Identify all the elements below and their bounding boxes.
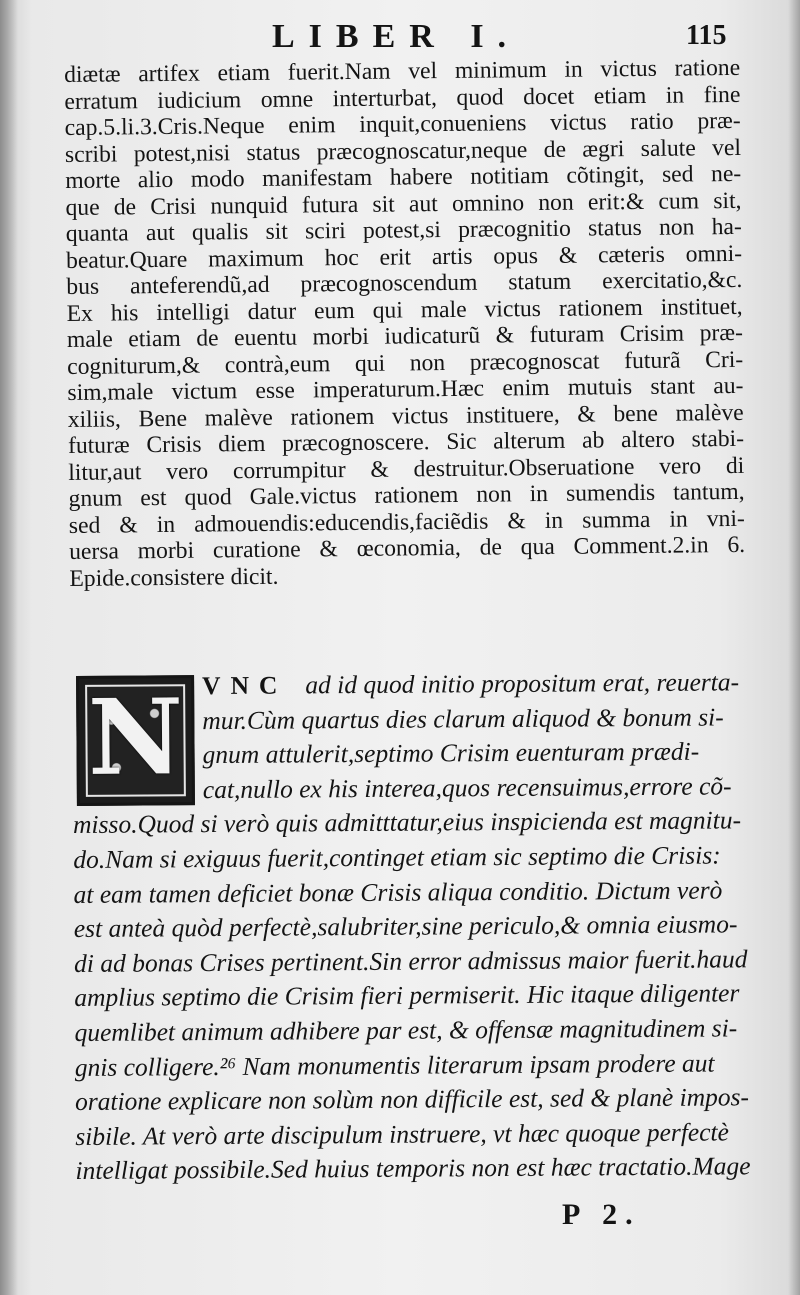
section-text-line: cat,nullo ex his interea,quos recensuimus,errore cõ- bbox=[202, 771, 732, 804]
section-text-line: sibile. At verò arte discipulum instruere, vt hæc quoque perfectè bbox=[75, 1117, 730, 1151]
text-line: que de Crisi nunquid futura sit aut omnino non erit:& cum sit, bbox=[65, 187, 742, 221]
section-text-line: mur.Cùm quartus dies clarum aliquod & bonum si- bbox=[202, 702, 724, 735]
text-line: scribi potest,nisi status præcognoscatur,neque de ægri salute vel bbox=[64, 134, 742, 168]
new-section bbox=[72, 665, 752, 1189]
text-line: bus anteferendũ,ad præcognoscendum statum exercitatio,&c. bbox=[66, 266, 743, 300]
text-line: futuræ Crisis diem præcognoscere. Sic alterum ab altero stabi- bbox=[67, 425, 745, 459]
section-text-line: intelligat possibile.Sed huius temporis non est hæc tractatio.Mage bbox=[75, 1151, 751, 1186]
text-line: Epide.consistere dicit. bbox=[69, 563, 279, 592]
page-gutter-shadow bbox=[0, 0, 18, 1295]
text-line: diætæ artifex etiam fuerit.Nam vel minimum in victus ratione bbox=[64, 54, 741, 88]
text-line: cap.5.li.3.Cris.Neque enim inquit,conueniens victus ratio præ- bbox=[64, 107, 741, 141]
body-paragraph bbox=[64, 55, 746, 592]
text-line: morte alio modo manifestam habere notitiam cõtingit, sed ne- bbox=[65, 160, 742, 194]
signature-mark: P 2. bbox=[562, 1198, 641, 1231]
text-line: uersa morbi curatione & œconomia, de qua Comment.2.in 6. bbox=[68, 531, 746, 565]
text-line: beatur.Quare maximum hoc erit artis opus & cæteris omni- bbox=[65, 240, 743, 274]
text-line: quanta aut qualis sit sciri potest,si præcognitio status non ha- bbox=[65, 213, 742, 247]
section-text-line: gnis colligere.²⁶ Nam monumentis literarum ipsam prodere aut bbox=[74, 1048, 715, 1082]
text-line: gnum est quod Gale.victus rationem non in sumendis tantum, bbox=[68, 478, 745, 512]
text-line: cogniturum,& contrà,eum qui non præcognoscat futurã Cri- bbox=[67, 346, 744, 380]
section-text-line: do.Nam si exiguus fuerit,continget etiam sic septimo die Crisis: bbox=[73, 840, 721, 874]
text-line: xiliis, Bene malève rationem victus instituere, & bene malève bbox=[67, 399, 744, 433]
page-edge-shadow bbox=[788, 0, 800, 1295]
decorated-initial-letter bbox=[76, 675, 195, 806]
page-number: 115 bbox=[686, 20, 727, 51]
section-text-line: quemlibet animum adhibere par est, & offensæ magnitudinem si- bbox=[74, 1013, 738, 1047]
text-line: sim,male victum esse imperaturum.Hæc enim mutuis stant au- bbox=[67, 372, 744, 406]
initial-letter-glyph: N bbox=[87, 675, 184, 799]
section-text-line: gnum attulerit,septimo Crisim euenturam prædi- bbox=[202, 736, 700, 770]
section-text-line: misso.Quod si verò quis admitttatur,eius inspicienda est magnitu- bbox=[72, 805, 742, 840]
section-text-line: amplius septimo die Crisim fieri permiserit. Hic itaque diligenter bbox=[74, 978, 740, 1013]
text-line: erratum iudicium omne interturbat, quod docet etiam in fine bbox=[64, 81, 741, 115]
text-line: litur,aut vero corrumpitur & destruitur.Obseruatione vero di bbox=[68, 452, 745, 486]
section-opening-caps: VNC bbox=[202, 670, 288, 701]
section-text-line: oratione explicare non solùm non difficile est, sed & planè impos- bbox=[74, 1082, 750, 1117]
section-text-line: est anteà quòd perfectè,salubriter,sine periculo,& omnia eiusmo- bbox=[73, 909, 738, 944]
running-title: LIBER I. bbox=[272, 18, 521, 55]
section-text-line-rest: ad id quod initio propositum erat, reuerta- bbox=[305, 667, 740, 700]
page-header bbox=[0, 14, 800, 58]
text-line: Ex his intelligi datur eum qui male victus rationem instituet, bbox=[66, 293, 743, 327]
section-text-line: di ad bonas Crises pertinent.Sin error admissus maior fuerit.haud bbox=[73, 944, 748, 978]
text-line: male etiam de euentu morbi iudicaturũ & futuram Crisim præ- bbox=[66, 319, 744, 353]
section-text-line: at eam tamen deficiet bonæ Crisis aliqua conditio. Dictum verò bbox=[73, 875, 723, 909]
text-line: sed & in admouendis:educendis,faciẽdis & in summa in vni- bbox=[68, 505, 745, 539]
